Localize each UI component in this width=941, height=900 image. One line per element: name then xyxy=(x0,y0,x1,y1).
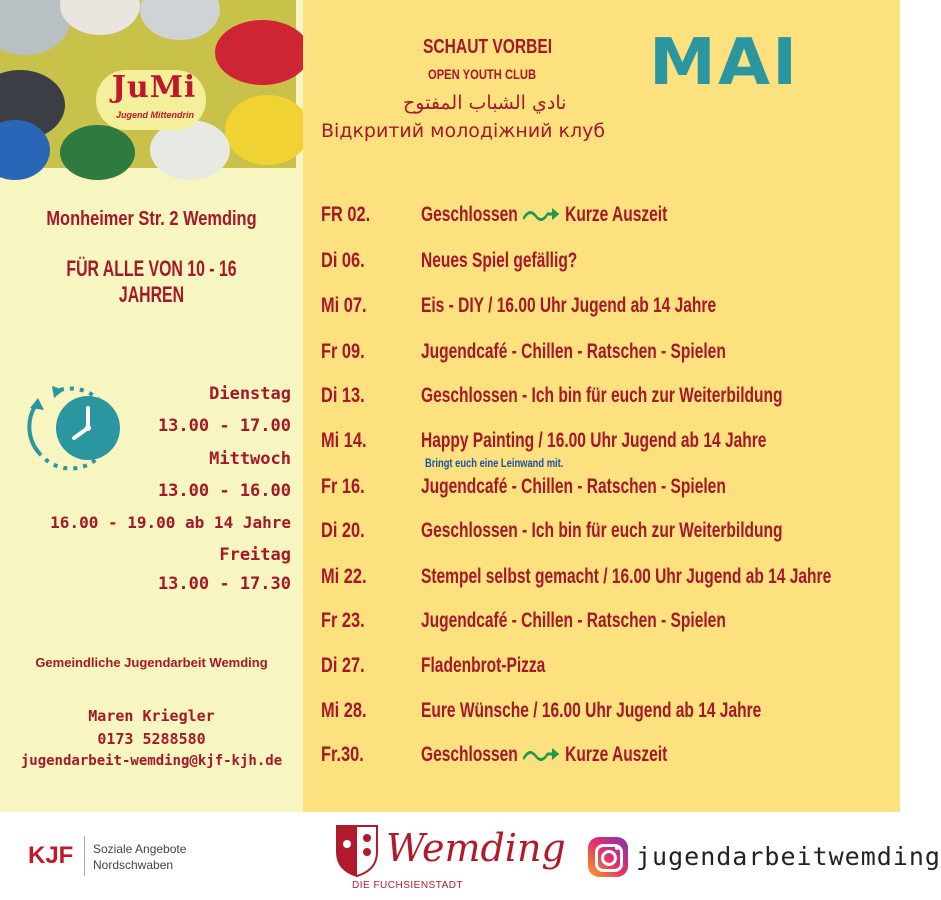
hours-line: 13.00 - 17.30 xyxy=(157,574,291,594)
schedule-row xyxy=(321,475,896,505)
kjf-tagline: Nordschwaben xyxy=(93,858,174,872)
schedule-text: Happy Painting / 16.00 Uhr Jugend ab 14 Jahre xyxy=(421,429,767,452)
contact-email[interactable]: jugendarbeit-wemding@kjf-kjh.de xyxy=(20,753,283,769)
schedule-day: FR 02. xyxy=(321,203,371,226)
schedule-text-pre: Geschlossen xyxy=(421,743,518,766)
note: Bringt euch eine Leinwand mit. xyxy=(425,456,564,470)
schedule-text: Fladenbrot-Pizza xyxy=(421,654,546,677)
organization: Gemeindliche Jugendarbeit Wemding xyxy=(35,655,268,670)
schedule-text: Stempel selbst gemacht / 16.00 Uhr Jugend ab 14 Jahre xyxy=(421,565,832,588)
kjf-tagline: Soziale Angebote xyxy=(93,842,187,856)
schedule-row xyxy=(321,565,896,595)
crest-icon xyxy=(333,822,381,878)
left-panel xyxy=(0,0,303,812)
schedule-day: Mi 22. xyxy=(321,565,367,588)
schedule-day: Di 27. xyxy=(321,654,365,677)
kjf-logo: KJF xyxy=(28,842,74,869)
schedule-text: Eis - DIY / 16.00 Uhr Jugend ab 14 Jahre xyxy=(421,294,717,317)
hours-line: 16.00 - 19.00 ab 14 Jahre xyxy=(50,513,291,532)
schedule-text: Jugendcafé - Chillen - Ratschen - Spielen xyxy=(421,609,726,632)
logo-subtitle: Jugend Mittendrin xyxy=(116,110,194,120)
clock-icon xyxy=(20,378,135,473)
schedule-row xyxy=(321,384,896,414)
schedule-text xyxy=(421,203,667,227)
schedule-text: Geschlossen - Ich bin für euch zur Weiterbildung xyxy=(421,384,783,407)
schedule-day: Di 13. xyxy=(321,384,365,407)
instagram-handle[interactable]: jugendarbeitwemding xyxy=(636,842,941,871)
schedule-day: Fr 23. xyxy=(321,609,365,632)
headline: SCHAUT VORBEI xyxy=(423,36,553,58)
schedule-text: Jugendcafé - Chillen - Ratschen - Spielen xyxy=(421,475,726,498)
schedule-row xyxy=(321,699,896,729)
contact-name: Maren Kriegler xyxy=(88,707,215,725)
subheadline-ar: نادي الشباب المفتوح xyxy=(403,92,567,114)
schedule-text: Neues Spiel gefällig? xyxy=(421,249,578,272)
town-logo: Wemding xyxy=(386,826,566,870)
arrow-icon xyxy=(522,206,560,224)
sneakers-photo xyxy=(0,0,296,168)
subheadline-uk: Відкритий молодіжний клуб xyxy=(321,120,606,142)
schedule-row xyxy=(321,654,896,684)
schedule-row xyxy=(321,203,896,233)
month-title: MAI xyxy=(649,26,800,100)
schedule-day: Fr.30. xyxy=(321,743,364,766)
logo-title: JuMi xyxy=(111,70,197,105)
schedule-day: Mi 07. xyxy=(321,294,367,317)
hours-line: Freitag xyxy=(219,545,291,565)
schedule-day: Fr 09. xyxy=(321,340,365,363)
schedule-day: Di 20. xyxy=(321,519,365,542)
schedule-text: Geschlossen - Ich bin für euch zur Weiterbildung xyxy=(421,519,783,542)
hours-line: 13.00 - 17.00 xyxy=(157,416,291,436)
town-tagline: DIE FUCHSIENSTADT xyxy=(352,880,464,891)
schedule-row xyxy=(321,609,896,639)
hours-line: 13.00 - 16.00 xyxy=(157,481,291,501)
age-range: FÜR ALLE VON 10 - 16 JAHREN xyxy=(66,256,237,307)
footer xyxy=(0,812,941,900)
divider xyxy=(84,836,85,876)
schedule-day: Fr 16. xyxy=(321,475,365,498)
schedule-row xyxy=(321,743,896,773)
schedule-text xyxy=(421,743,667,767)
schedule-day: Di 06. xyxy=(321,249,365,272)
schedule-row xyxy=(321,249,896,279)
schedule-text-post: Kurze Auszeit xyxy=(565,203,668,226)
schedule-text: Eure Wünsche / 16.00 Uhr Jugend ab 14 Jahre xyxy=(421,699,762,722)
schedule-row xyxy=(321,519,896,549)
schedule-text-post: Kurze Auszeit xyxy=(565,743,668,766)
schedule-text: Jugendcafé - Chillen - Ratschen - Spielen xyxy=(421,340,726,363)
instagram-icon[interactable] xyxy=(588,837,628,877)
contact-phone: 0173 5288580 xyxy=(97,730,206,748)
hours-line: Dienstag xyxy=(209,384,291,404)
hours-line: Mittwoch xyxy=(209,449,291,469)
schedule-row xyxy=(321,294,896,324)
subheadline-en: OPEN YOUTH CLUB xyxy=(428,66,537,82)
schedule-text-pre: Geschlossen xyxy=(421,203,518,226)
schedule-row xyxy=(321,340,896,370)
schedule-day: Mi 14. xyxy=(321,429,367,452)
schedule-day: Mi 28. xyxy=(321,699,367,722)
right-panel xyxy=(303,0,900,812)
arrow-icon xyxy=(522,746,560,764)
address: Monheimer Str. 2 Wemding xyxy=(46,208,257,230)
schedule-row xyxy=(321,429,896,459)
